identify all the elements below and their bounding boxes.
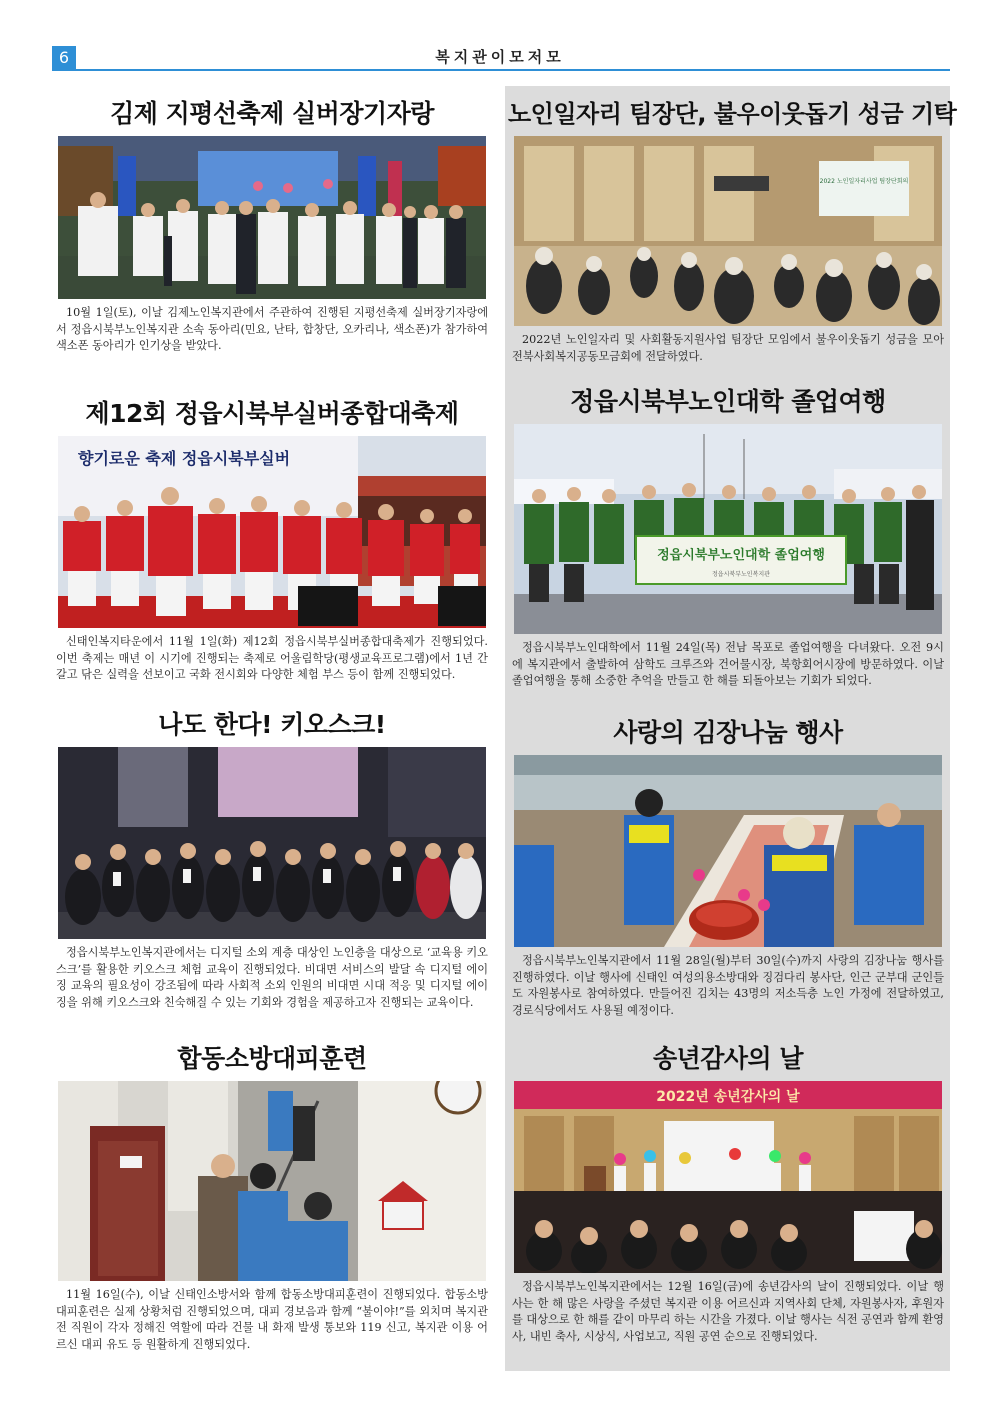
article-kiosk-education — [52, 707, 492, 1011]
article-kimchi-sharing — [508, 715, 948, 1019]
article-caption: 10월 1일(토), 이날 김제노인복지관에서 주관하여 진행된 지평선축제 실버장기자랑에서 정읍시북부노인복지관 소속 동아리(민요, 난타, 합창단, 오카리나, 색소폰)가 참가하여 색소폰 동아리가 인기상을 받았다. — [56, 306, 488, 352]
festival-banner-text: 향기로운 축제 정읍시북부실버 — [78, 449, 291, 468]
event-banner-text: 2022년 송년감사의 날 — [656, 1089, 800, 1105]
article-title: 합동소방대피훈련 — [177, 1044, 367, 1073]
article-caption: 2022년 노인일자리 및 사회활동지원사업 팀장단 모임에서 불우이웃돕기 성금을 모아 전북사회복지공동모금회에 전달하였다. — [512, 333, 944, 363]
article-title: 노인일자리 팀장단, 불우이웃돕기 성금 기탁 — [508, 100, 957, 128]
article-title: 나도 한다! 키오스크! — [158, 710, 386, 739]
year-end-event-photo — [514, 1081, 942, 1273]
article-year-end-thanks — [508, 1041, 948, 1345]
article-festival-talent-show — [52, 96, 492, 355]
article-caption: 신태인복지타운에서 11월 1일(화) 제12회 정읍시북부실버종합대축제가 진행되었다. 이번 축제는 매년 이 시기에 진행되는 축제로 어울림학당(평생교육프로그램)에서 1년 간 갈고 닦은 실력을 선보이고 국화 전시회와 다양한 체험 부스 등이 함께 진행되었다. — [56, 635, 488, 681]
article-title: 제12회 정읍시북부실버종합대축제 — [85, 399, 459, 428]
article-fire-drill — [52, 1041, 492, 1353]
article-title: 정읍시북부노인대학 졸업여행 — [570, 387, 886, 416]
kimchi-making-photo — [514, 755, 942, 947]
group-photo-festival — [58, 136, 486, 299]
graduation-trip-photo — [514, 424, 942, 634]
article-caption: 정읍시북부노인복지관에서는 12월 16일(금)에 송년감사의 날이 진행되었다. 이날 행사는 한 해 많은 사랑을 주셨던 복지관 이용 어르신과 지역사회 단체, 자원봉사자, 후원자를 대상으로 한 해를 같이 마무리 하는 시간을 가졌다. 이날 행사는 식전 공연과 함께 환영사, 내빈 축사, 시상식, 사업보고, 직원 공연 순으로 진행되었다. — [512, 1280, 944, 1343]
article-caption: 11월 16일(수), 이날 신태인소방서와 함께 합동소방대피훈련이 진행되었다. 합동소방대피훈련은 실제 상황처럼 진행되었으며, 대피 경보음과 함께 “불이야!”를 외치며 복지관 전 직원이 각자 정해진 역할에 따라 건물 내 화재 발생 통보와 119 신고, 복지관 이용 어르신 대피 유도 등 원활하게 진행되었다. — [56, 1288, 488, 1351]
fire-drill-photo — [58, 1081, 486, 1281]
article-team-leader-donation — [508, 96, 957, 365]
page-number: 6 — [52, 46, 76, 69]
article-caption: 정읍시북부노인복지관에서는 디지털 소외 계층 대상인 노인층을 대상으로 ‘교육용 키오스크’를 활용한 키오스크 체험 교육이 진행되었다. 비대면 서비스의 발달 속 디지털 에이징 교육의 필요성이 강조됨에 따라 사회적 소외 인원의 비대면 시대 적응 및 디지털 에이징을 위해 키오스크와 친숙해질 수 있는 기회와 경험을 제공하고자 진행되는 교육이다. — [56, 946, 488, 1009]
section-title: 복지관이모저모 — [435, 48, 565, 66]
article-title: 사랑의 김장나눔 행사 — [613, 718, 843, 747]
article-caption: 정읍시북부노인복지관에서 11월 28일(월)부터 30일(수)까지 사랑의 김장나눔 행사를 진행하였다. 이날 행사에 신태인 여성의용소방대와 징검다리 봉사단, 인근 군부대 군인들도 자원봉사로 참여하였다. 만들어진 김치는 43명의 저소득층 노인 가정에 전달하였고, 경로식당에서도 사용될 예정이다. — [512, 954, 944, 1017]
article-title: 김제 지평선축제 실버장기자랑 — [110, 99, 434, 128]
article-silver-festival — [52, 396, 492, 684]
kiosk-group-photo — [58, 747, 486, 939]
banner-subtext: 정읍시북부노인복지관 — [712, 571, 770, 578]
stage-performance-photo — [58, 436, 486, 628]
article-title: 송년감사의 날 — [652, 1044, 804, 1073]
meeting-hall-photo — [514, 136, 942, 326]
article-caption: 정읍시북부노인대학에서 11월 24일(목) 전남 목포로 졸업여행을 다녀왔다. 오전 9시에 복지관에서 출발하여 삼학도 크루즈와 건어물시장, 북항회어시장에 방문하였다. 이날 졸업여행을 통해 소중한 추억을 만들고 한 해를 되돌아보는 기회가 되었다. — [512, 641, 944, 687]
header-divider — [52, 69, 950, 71]
screen-text: 2022 노인일자리사업 팀장단회의 — [819, 178, 909, 185]
article-graduation-trip — [508, 384, 948, 690]
banner-text: 정읍시북부노인대학 졸업여행 — [657, 548, 825, 563]
